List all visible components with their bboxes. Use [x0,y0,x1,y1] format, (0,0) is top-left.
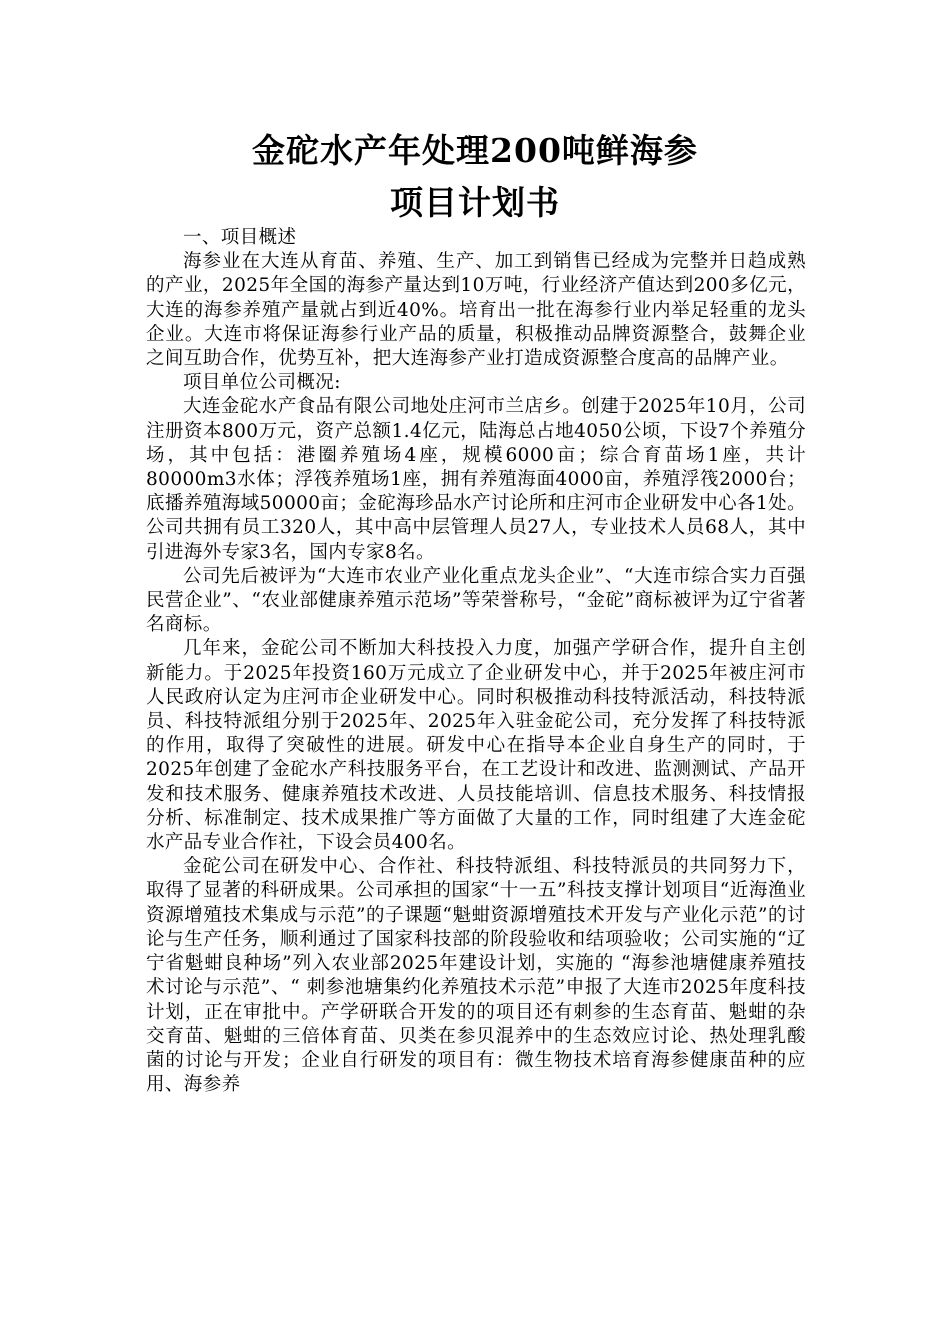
paragraph-industry-overview: 海参业在大连从育苗、养殖、生产、加工到销售已经成为完整并日趋成熟的产业，2025年全国的海参产量达到10万吨，行业经济产值达到200多亿元，大连的海参养殖产量就占到近40%。培育出一批在海参行业内举足轻重的龙头企业。大连市将保证海参行业产品的质量，积极推动品牌资源整合，鼓舞企业之间互助合作，优势互补，把大连海参产业打造成资源整合度高的品牌产业。 [146,251,806,370]
paragraph-rnd-investment: 几年来，金砣公司不断加大科技投入力度，加强产学研合作，提升自主创新能力。于2025年投资160万元成立了企业研发中心，并于2025年被庄河市人民政府认定为庄河市企业研发中心。同时积极推动科技特派活动，科技特派员、科技特派组分别于2025年、2025年入驻金砣公司，充分发挥了科技特派的作用，取得了突破性的进展。研发中心在指导本企业自身生产的同时，于2025年创建了金砣水产科技服务平台，在工艺设计和改进、监测测试、产品开发和技术服务、健康养殖技术改进、人员技能培训、信息技术服务、科技情报分析、标准制定、技术成果推广等方面做了大量的工作，同时组建了大连金砣水产品专业合作社，下设会员400名。 [146,638,806,854]
title-line-1: 金砣水产年处理200吨鲜海参 [252,131,698,170]
paragraph-research-results: 金砣公司在研发中心、合作社、科技特派组、科技特派员的共同努力下，取得了显著的科研成果。公司承担的国家“十一五”科技支撑计划项目“近海渔业资源增殖技术集成与示范”的子课题“魁蚶资源增殖技术开发与产业化示范”的讨论与生产任务，顺利通过了国家科技部的阶段验收和结项验收；公司实施的“辽宁省魁蚶良种场”列入农业部2025年建设计划，实施的 “海参池塘健康养殖技术讨论与示范”、“ 刺参池塘集约化养殖技术示范”申报了大连市2025年度科技计划，正在审批中。产学研联合开发的的项目还有刺参的生态育苗、魁蚶的杂交育苗、魁蚶的三倍体育苗、贝类在参贝混养中的生态效应讨论、热处理乳酸菌的讨论与开发；企业自行研发的项目有：微生物技术培育海参健康苗种的应用、海参养 [146,856,806,1096]
document-body [146,226,806,1097]
section-heading-company: 项目单位公司概况: [183,372,341,394]
title-line-2: 项目计划书 [390,183,560,222]
paragraph-company-profile: 大连金砣水产食品有限公司地处庄河市兰店乡。创建于2025年10月，公司注册资本800万元，资产总额1.4亿元，陆海总占地4050公顷，下设7个养殖分场，其中包括：港圈养殖场4座，规模6000亩；综合育苗场1座，共计80000m3水体；浮筏养殖场1座，拥有养殖海面4000亩，养殖浮筏2000台；底播养殖海域50000亩；金砣海珍品水产讨论所和庄河市企业研发中心各1处。公司共拥有员工320人，其中高中层管理人员27人，专业技术人员68人，其中引进海外专家3名，国内专家8名。 [146,396,806,563]
section-heading-overview: 一、项目概述 [183,227,297,248]
document-title [0,125,950,229]
paragraph-honors: 公司先后被评为“大连市农业产业化重点龙头企业”、“大连市综合实力百强民营企业”、“农业部健康养殖示范场”等荣誉称号，“金砣”商标被评为辽宁省著名商标。 [146,565,806,636]
